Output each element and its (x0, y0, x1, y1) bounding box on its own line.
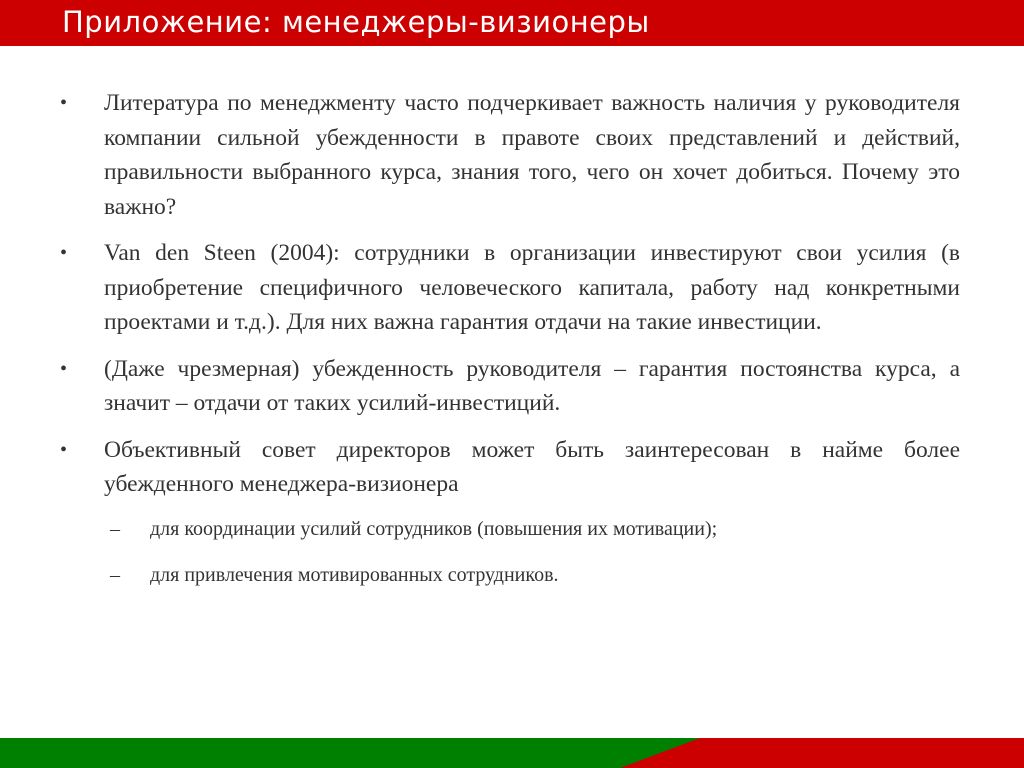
bullet-text: Объективный совет директоров может быть заинтересован в найме более убежденного менеджера-визионера (104, 436, 960, 497)
bullet-item (60, 236, 960, 340)
footer-bar (0, 738, 1024, 768)
bullet-text: Van den Steen (2004): сотрудники в организации инвестируют свои усилия (в приобретение специфичного человеческого капитала, работу над конкретными проектами и т.д.). Для них важна гарантия отдачи на такие инвестиции. (104, 240, 960, 335)
sub-bullet-text: для координации усилий сотрудников (повышения их мотивации); (150, 517, 718, 540)
bullet-marker: • (60, 92, 68, 114)
bullet-item (60, 433, 960, 502)
slide-title: Приложение: менеджеры-визионеры (62, 5, 650, 39)
bullet-marker: • (60, 242, 68, 264)
bullet-text: Литература по менеджменту часто подчеркивает важность наличия у руководителя компании сильной убежденности в правоте своих представлений и действий, правильности выбранного курса, знания того, чего он хочет добиться. Почему это важно? (104, 90, 960, 220)
sub-bullet-marker: – (110, 563, 120, 586)
sub-bullet-item (60, 560, 960, 590)
sub-bullet-item (60, 514, 960, 544)
bullet-marker: • (60, 438, 68, 461)
bullet-text: (Даже чрезмерная) убежденность руководителя – гарантия постоянства курса, а значит – отдачи от таких усилий-инвестиций. (104, 355, 960, 416)
slide-content (60, 86, 960, 606)
title-bar (0, 0, 1024, 46)
bullet-marker: • (60, 357, 68, 380)
bullet-item (60, 86, 960, 224)
bullet-item (60, 352, 960, 421)
sub-bullet-text: для привлечения мотивированных сотрудников. (150, 563, 559, 586)
sub-bullet-marker: – (110, 517, 120, 540)
